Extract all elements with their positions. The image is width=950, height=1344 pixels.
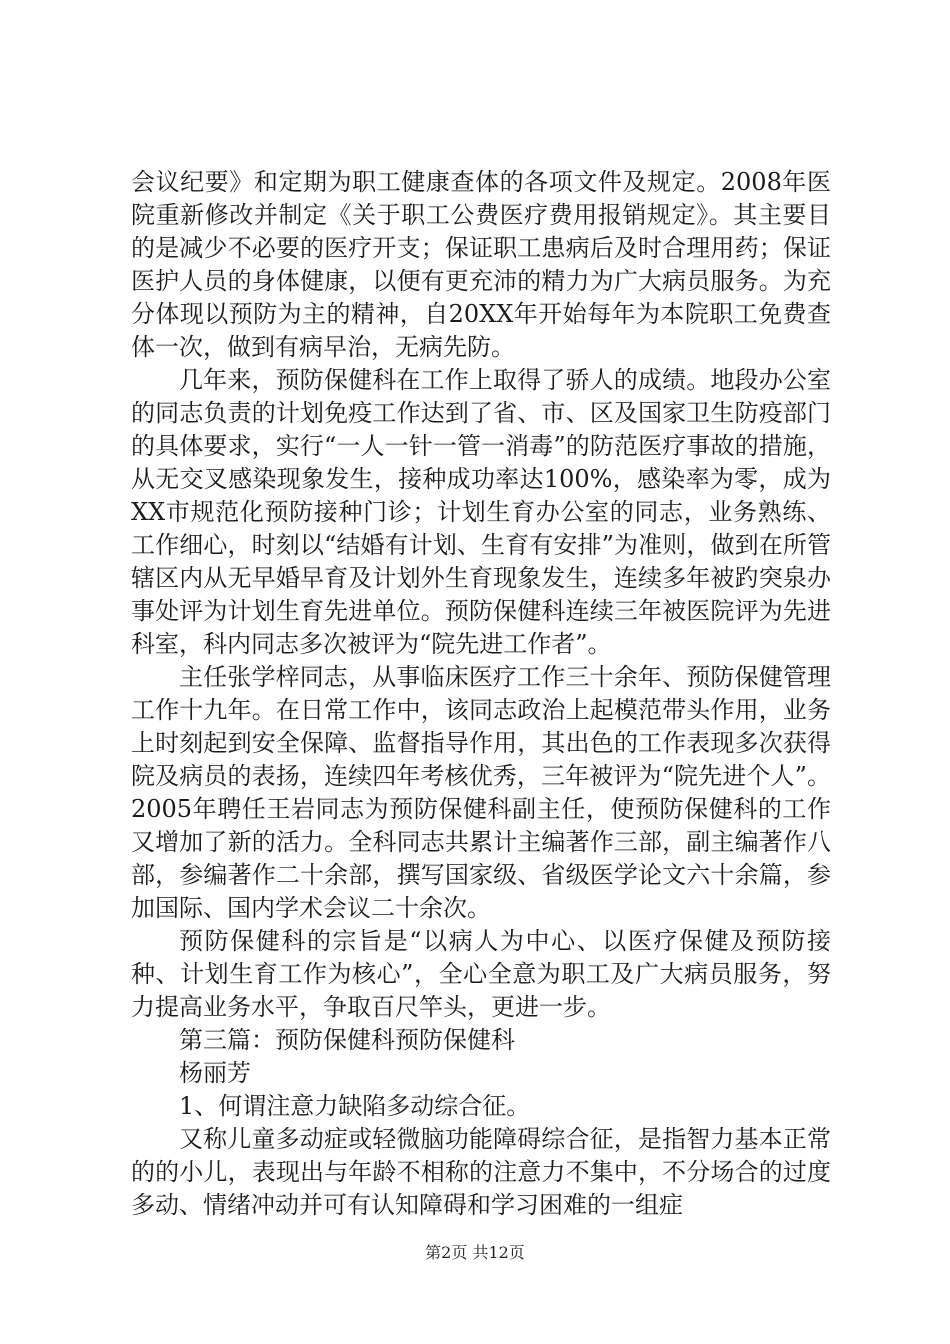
answer-paragraph: 又称儿童多动症或轻微脑功能障碍综合征，是指智力基本正常的的小儿，表现出与年龄不相称的注意力不集中，不分场合的过度多动、情绪冲动并可有认知障碍和学习困难的一组症 [131, 1125, 831, 1219]
document-body [131, 166, 831, 1222]
paragraph-continued: 会议纪要》和定期为职工健康查体的各项文件及规定。2008年医院重新修改并制定《关于职工公费医疗费用报销规定》。其主要目的是减少不必要的医疗开支；保证职工患病后及时合理用药；保证医护人员的身体健康，以便有更充沛的精力为广大病员服务。为充分体现以预防为主的精神，自20XX年开始每年为本院职工免费查体一次，做到有病早治，无病先防。 [131, 168, 831, 361]
paragraph-achievements: 几年来，预防保健科在工作上取得了骄人的成绩。地段办公室的同志负责的计划免疫工作达到了省、市、区及国家卫生防疫部门的具体要求，实行“一人一针一管一消毒”的防范医疗事故的措施，从无交叉感染现象发生，接种成功率达100%，感染率为零，成为XX市规范化预防接种门诊；计划生育办公室的同志，业务熟练、工作细心，时刻以“结婚有计划、生育有安排”为准则，做到在所管辖区内从无早婚早育及计划外生育现象发生，连续多年被趵突泉办事处评为计划生育先进单位。预防保健科连续三年被医院评为先进科室，科内同志多次被评为“院先进工作者”。 [131, 366, 831, 658]
paragraph-mission: 预防保健科的宗旨是“以病人为中心、以医疗保健及预防接种、计划生育工作为核心”，全心全意为职工及广大病员服务，努力提高业务水平，争取百尺竿头，更进一步。 [131, 927, 831, 1021]
section-title: 第三篇：预防保健科预防保健科 [179, 1026, 515, 1054]
question-heading: 1、何谓注意力缺陷多动综合征。 [179, 1092, 531, 1120]
paragraph-director: 主任张学梓同志，从事临床医疗工作三十余年、预防保健管理工作十九年。在日常工作中，该同志政治上起模范带头作用，业务上时刻起到安全保障、监督指导作用，其出色的工作表现多次获得院及病员的表扬，连续四年考核优秀，三年被评为“院先进个人”。2005年聘任王岩同志为预防保健科副主任，使预防保健科的工作又增加了新的活力。全科同志共累计主编著作三部，副主编著作八部，参编著作二十余部，撰写国家级、省级医学论文六十余篇，参加国际、国内学术会议二十余次。 [131, 663, 831, 922]
page-footer: 第2页 共12页 [425, 1243, 525, 1262]
author-name: 杨丽芳 [179, 1059, 251, 1087]
